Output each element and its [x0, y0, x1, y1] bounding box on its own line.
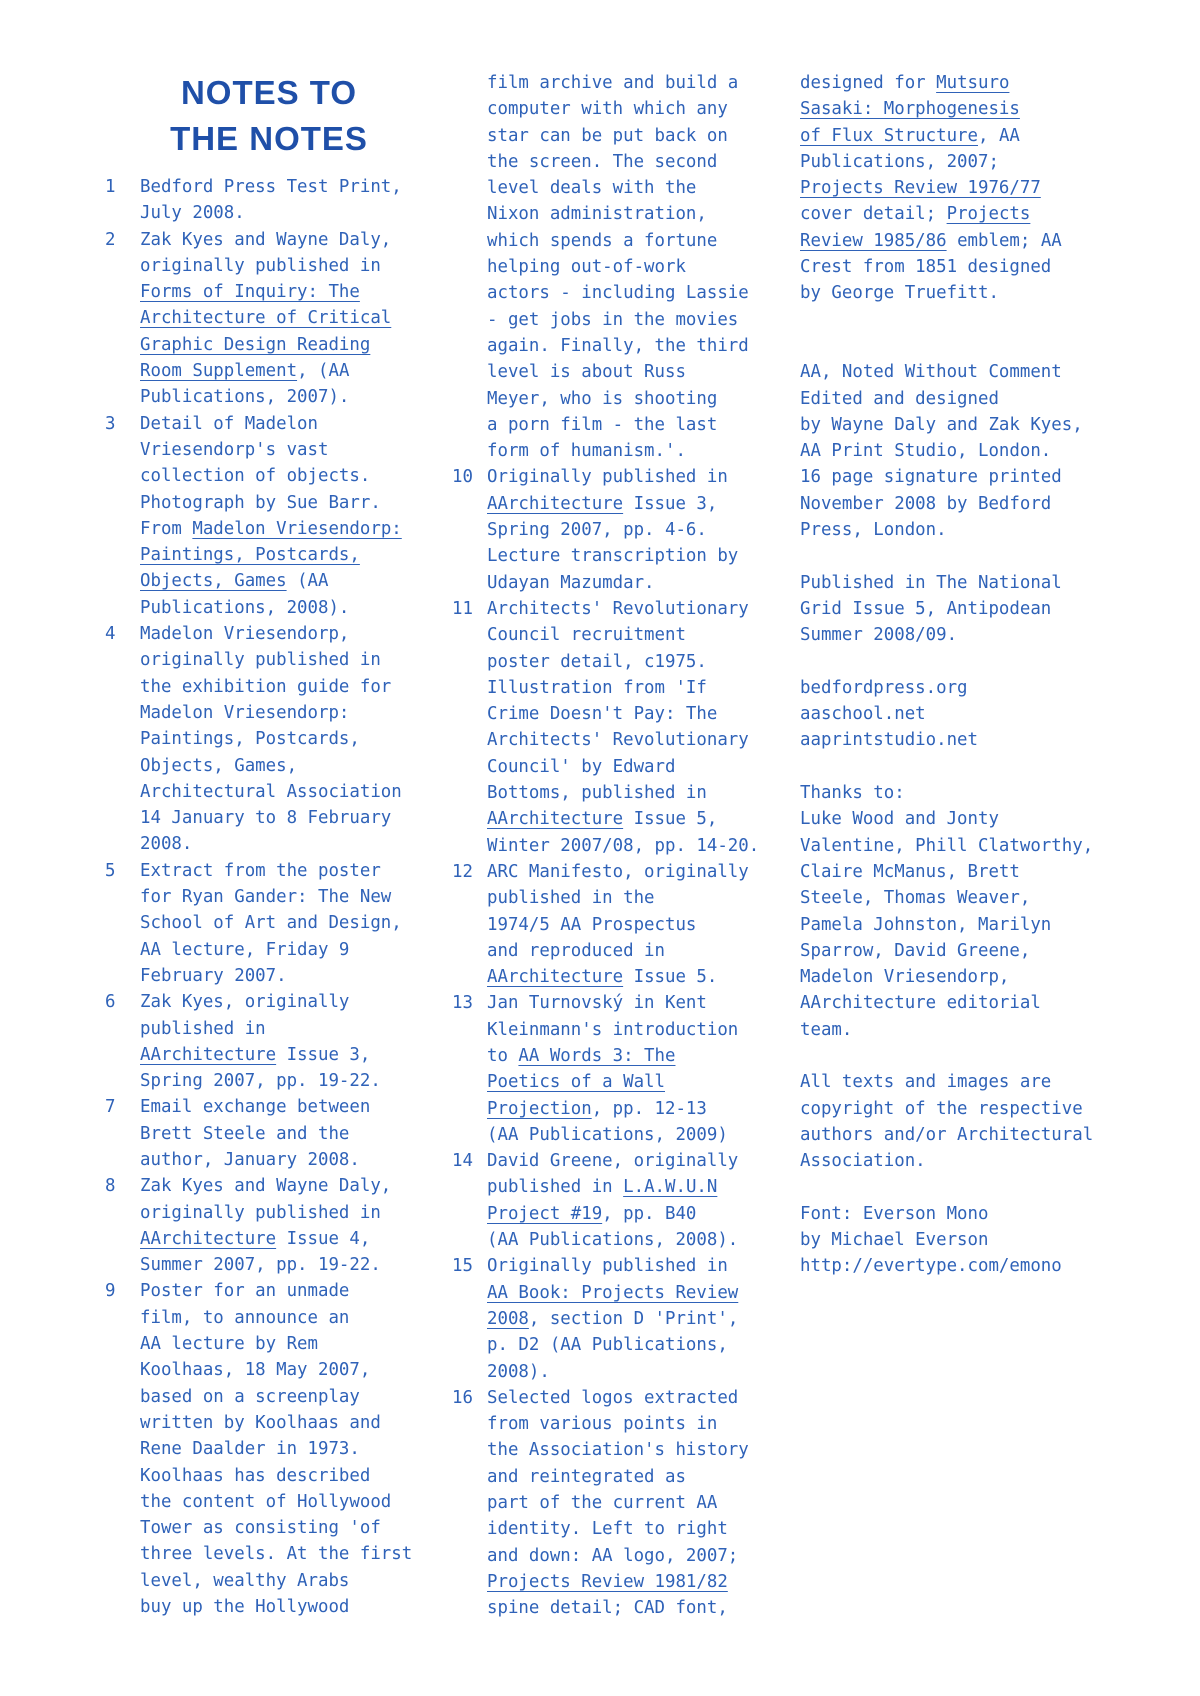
note-number: 4 [105, 624, 116, 645]
note-body [140, 989, 430, 1094]
cited-title: AA Words 3: The Poetics of a Wall Projection [487, 1045, 676, 1119]
note-number: 11 [452, 598, 473, 619]
note-text: David Greene, originally published in [487, 1151, 739, 1198]
cited-title: L.A.W.U.N Project #19 [487, 1177, 718, 1224]
note-body [487, 596, 777, 859]
note-number: 2 [105, 229, 116, 250]
note-text: Selected logos extracted from various points in the Association's history and reintegrated as part of the current AA identity. Left to right and down: AA logo, 2007; [487, 1387, 749, 1566]
note-body [487, 990, 777, 1148]
note-text: (AA Publications, 2008). [140, 571, 350, 618]
note-number: 5 [105, 860, 116, 881]
note-body [487, 1385, 777, 1622]
note-number: 14 [452, 1151, 473, 1172]
note-text: Bedford Press Test Print, July 2008. [140, 177, 402, 224]
colophon-thanks: Thanks to: Luke Wood and Jonty Valentine, Phill Clatworthy, Claire McManus, Brett Steele, Thomas Weaver, Pamela Johnston, Marilyn Sparrow, David Greene, Madelon Vriesendorp, AArchitecture editorial team. [800, 783, 1094, 1040]
column-1 [105, 70, 430, 1620]
note-text: Issue 5. [623, 967, 718, 988]
note-text: , section D 'Print', p. D2 (AA Publications, 2008). [487, 1308, 739, 1382]
note-text: Madelon Vriesendorp, originally published in the exhibition guide for Madelon Vriesendorp: Paintings, Postcards, Objects, Games, Architectural Association 14 January to 8 February 2008. [140, 624, 402, 855]
colophon-links: bedfordpress.org aaschool.net aaprintstudio.net [800, 677, 978, 751]
note-text: , pp. 12-13 (AA Publications, 2009) [487, 1098, 728, 1145]
note-text: Zak Kyes and Wayne Daly, originally published in [140, 1176, 392, 1223]
cited-title: Madelon Vriesendorp: Paintings, Postcards, Objects, Games [140, 518, 402, 592]
note-number: 10 [452, 467, 473, 488]
note-text: Zak Kyes, originally published in [140, 992, 350, 1039]
note-body [140, 1173, 430, 1278]
note-item [105, 1173, 430, 1278]
note-text: Originally published in [487, 467, 728, 488]
note-text: designed for [800, 73, 937, 93]
note-item [105, 1278, 430, 1620]
cited-title: AArchitecture [487, 809, 624, 830]
note-item [452, 596, 777, 859]
note-text: Email exchange between Brett Steele and the author, January 2008. [140, 1097, 371, 1170]
cited-title: AArchitecture [487, 967, 624, 988]
cited-title: Mutsuro Sasaki: Morphogenesis of Flux Structure [800, 73, 1020, 146]
notes-list-2 [452, 464, 777, 1621]
note-body [487, 859, 777, 990]
note-text: , AA Publications, 2007; [800, 125, 1020, 172]
colophon-credits: AA, Noted Without Comment Edited and designed by Wayne Daly and Zak Kyes, AA Print Studio, London. 16 page signature printed November 2008 by Bedford Press, London. [800, 362, 1083, 541]
note-text: Issue 4, Summer 2007, pp. 19-22. [140, 1228, 381, 1276]
note-item [452, 1385, 777, 1622]
note-item [105, 1094, 430, 1173]
cited-title: Projects Review 1985/86 [800, 204, 1031, 251]
note-text: spine detail; CAD font, [487, 1598, 728, 1619]
note-item [105, 989, 430, 1094]
note-item [452, 464, 777, 595]
note-item [452, 990, 777, 1148]
note-number: 3 [105, 413, 116, 434]
note-body [487, 1148, 777, 1253]
note-text: Jan Turnovský in Kent Kleinmann's introduction to [487, 993, 739, 1066]
note-9-continuation: film archive and build a computer with which any star can be put back on the screen. The second level deals with the Nixon administration, which spends a fortune helping out-of-work actors - including Lassie - get jobs in the movies again. Finally, the third level is about Russ Meyer, who is shooting a porn film - the last form of humanism.'. [487, 73, 749, 462]
note-number: 1 [105, 177, 116, 197]
note-body [487, 464, 777, 595]
note-number: 6 [105, 992, 116, 1013]
cited-title: Projects Review 1976/77 [800, 178, 1041, 199]
note-body [140, 227, 430, 411]
note-body [487, 1253, 777, 1384]
note-number: 9 [105, 1281, 116, 1302]
column-3 [800, 70, 1130, 1306]
cited-title: AArchitecture [140, 1228, 277, 1249]
column-2 [452, 70, 777, 1622]
cited-title: Projects Review 1981/82 [487, 1571, 728, 1592]
note-item [452, 1253, 777, 1384]
colophon-published: Published in The National Grid Issue 5, Antipodean Summer 2008/09. [800, 572, 1062, 646]
note-number: 15 [452, 1256, 473, 1277]
note-text: ARC Manifesto, originally published in the 1974/5 AA Prospectus and reproduced in [487, 861, 749, 961]
note-text: Zak Kyes and Wayne Daly, originally published in [140, 229, 392, 276]
page-title: NOTES TO THE NOTES [170, 74, 368, 157]
cited-title: AArchitecture [487, 493, 624, 514]
cited-title: AArchitecture [140, 1044, 277, 1065]
note-text: Extract from the poster for Ryan Gander: The New School of Art and Design, AA lecture, Friday 9 February 2007. [140, 860, 402, 986]
note-item [105, 227, 430, 411]
note-number: 13 [452, 993, 473, 1014]
note-text: Detail of Madelon Vriesendorp's vast collection of objects. Photograph by Sue Barr. From [140, 413, 381, 539]
note-text: Poster for an unmade film, to announce an AA lecture by Rem Koolhaas, 18 May 2007, based on a screenplay written by Koolhaas and Rene Daalder in 1973. Koolhaas has described the content of Hollywood Tower as consisting 'of three levels. At the first level, wealthy Arabs buy up the Hollywood [140, 1281, 413, 1618]
cited-title: AA Book: Projects Review 2008 [487, 1282, 739, 1329]
note-body [140, 858, 430, 989]
note-body [140, 1278, 430, 1620]
note-item [452, 1148, 777, 1253]
note-body [140, 411, 430, 621]
note-text: Originally published in [487, 1256, 728, 1277]
colophon-copyright: All texts and images are copyright of the respective authors and/or Architectural Association. [800, 1072, 1094, 1172]
cited-title: Forms of Inquiry: The Architecture of Critical Graphic Design Reading Room Supplement [140, 282, 392, 382]
note-text: cover detail; [800, 204, 937, 225]
note-text: Issue 3, Spring 2007, pp. 4-6. Lecture transcription by Udayan Mazumdar. [487, 493, 739, 593]
note-item [452, 859, 777, 990]
note-number: 12 [452, 861, 473, 882]
note-item [105, 858, 430, 989]
note-number: 16 [452, 1387, 473, 1408]
note-body [140, 621, 430, 858]
note-text: emblem; AA Crest from 1851 designed by George Truefitt. [800, 230, 1062, 304]
note-text: Architects' Revolutionary Council recruitment poster detail, c1975. Illustration from 'If Crime Doesn't Pay: The Architects' Revolutionary Council' by Edward Bottoms, published in [487, 598, 749, 804]
note-body [140, 1094, 430, 1173]
note-number: 8 [105, 1176, 116, 1197]
note-16-continuation [800, 70, 1130, 307]
note-text: Issue 3, Spring 2007, pp. 19-22. [140, 1044, 381, 1092]
colophon-font: Font: Everson Mono by Michael Everson http://evertype.com/emono [800, 1203, 1062, 1277]
note-item [105, 174, 430, 227]
note-text: Issue 5, Winter 2007/08, pp. 14-20. [487, 809, 760, 856]
note-item [105, 621, 430, 858]
notes-list-1 [105, 174, 430, 1620]
note-text: , pp. B40 (AA Publications, 2008). [487, 1203, 739, 1251]
note-item [105, 411, 430, 621]
note-number: 7 [105, 1097, 116, 1118]
note-body [140, 174, 430, 227]
note-text: , (AA Publications, 2007). [140, 361, 350, 408]
